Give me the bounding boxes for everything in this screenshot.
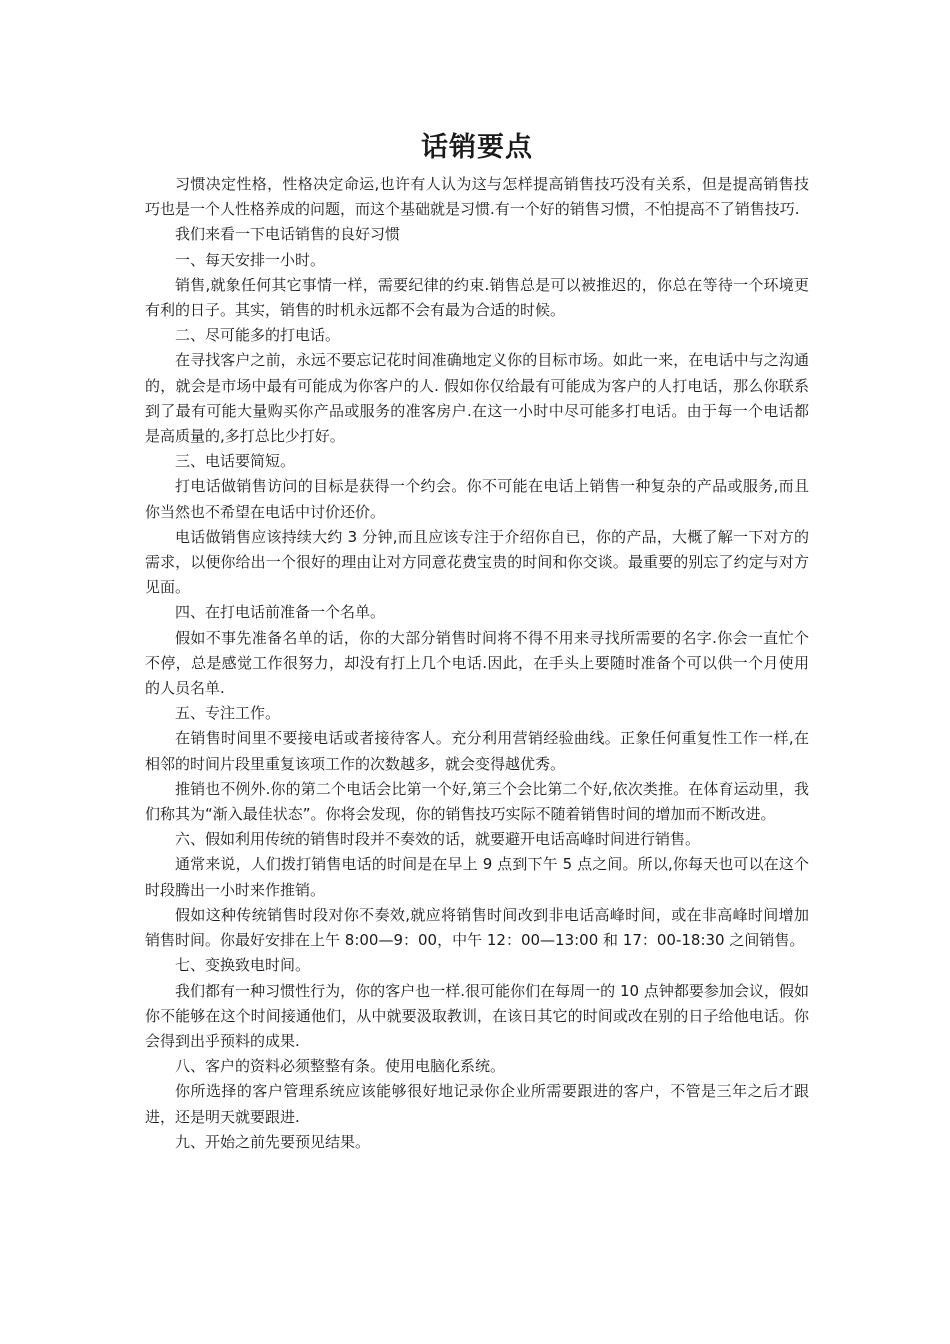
section-heading: 五、专注工作。 [175,704,281,723]
paragraph: 推销也不例外.你的第二个电话会比第一个好,第三个会比第二个好,依次类推。在体育运动里，我们称其为“渐入最佳状态”。你将会发现，你的销售技巧实际不随着销售时间的增加而不断改进。 [145,779,809,824]
paragraph: 我们都有一种习惯性行为，你的客户也一样.很可能你们在每周一的 10 点钟都要参加会议，假如你不能够在这个时间接通他们，从中就要汲取教训，在该日其它的时间或改在别的日子给他电话。你会得到出乎预料的成果. [145,981,809,1050]
section-heading: 三、电话要简短。 [175,452,296,471]
paragraph: 在寻找客户之前，永远不要忘记花时间准确地定义你的目标市场。如此一来，在电话中与之沟通的，就会是市场中最有可能成为你客户的人. 假如你仅给最有可能成为客户的人打电话，那么你联系到了最有可能大量购买你产品或服务的准客房户.在这一小时中尽可能多打电话。由于每一个电话都是高质量的,多打总比少打好。 [145,351,809,446]
section-heading: 一、每天安排一小时。 [175,250,326,269]
section-heading: 二、尽可能多的打电话。 [175,326,341,345]
section-heading: 八、客户的资料必须整整有条。使用电脑化系统。 [175,1057,506,1076]
paragraph: 习惯决定性格，性格决定命运,也许有人认为这与怎样提高销售技巧没有关系，但是提高销售技巧也是一个人性格养成的问题，而这个基础就是习惯.有一个好的销售习惯，不怕提高不了销售技巧. [145,175,809,219]
paragraph: 通常来说，人们拨打销售电话的时间是在早上 9 点到下午 5 点之间。所以,你每天也可以在这个时段腾出一小时来作推销。 [145,855,809,899]
paragraph: 在销售时间里不要接电话或者接待客人。充分利用营销经验曲线。正象任何重复性工作一样,在相邻的时间片段里重复该项工作的次数越多，就会变得越优秀。 [145,729,809,773]
paragraph: 电话做销售应该持续大约 3 分钟,而且应该专注于介绍你自已，你的产品，大概了解一下对方的需求，以便你给出一个很好的理由让对方同意花费宝贵的时间和你交谈。最重要的别忘了约定与对方见面。 [145,527,809,597]
document-title: 话销要点 [421,132,533,163]
paragraph: 打电话做销售访问的目标是获得一个约会。你不可能在电话上销售一种复杂的产品或服务,而且你当然也不希望在电话中讨价还价。 [145,477,809,521]
section-heading: 六、假如利用传统的销售时段并不奏效的话，就要避开电话高峰时间进行销售。 [175,830,701,849]
section-heading: 四、在打电话前准备一个名单。 [175,603,386,622]
paragraph: 假如不事先准备名单的话，你的大部分销售时间将不得不用来寻找所需要的名字.你会一直忙个不停，总是感觉工作很努力，却没有打上几个电话.因此，在手头上要随时准备个可以供一个月使用的人员名单. [145,628,809,698]
paragraph: 销售,就象任何其它事情一样，需要纪律的约束.销售总是可以被推迟的，你总在等待一个环境更有利的日子。其实，销售的时机永远都不会有最为合适的时候。 [145,275,809,320]
document-body [145,172,809,1155]
section-heading: 七、变换致电时间。 [175,956,311,975]
paragraph: 我们来看一下电话销售的良好习惯 [175,225,401,244]
section-heading: 九、开始之前先要预见结果。 [175,1132,371,1151]
paragraph: 你所选择的客户管理系统应该能够很好地记录你企业所需要跟进的客户，不管是三年之后才跟进，还是明天就要跟进. [145,1082,809,1126]
document-page [145,128,809,1155]
paragraph: 假如这种传统销售时段对你不奏效,就应将销售时间改到非电话高峰时间，或在非高峰时间增加销售时间。你最好安排在上午 8:00—9：00，中午 12：00—13:00 和 17：00-18:30 之间销售。 [145,905,809,950]
